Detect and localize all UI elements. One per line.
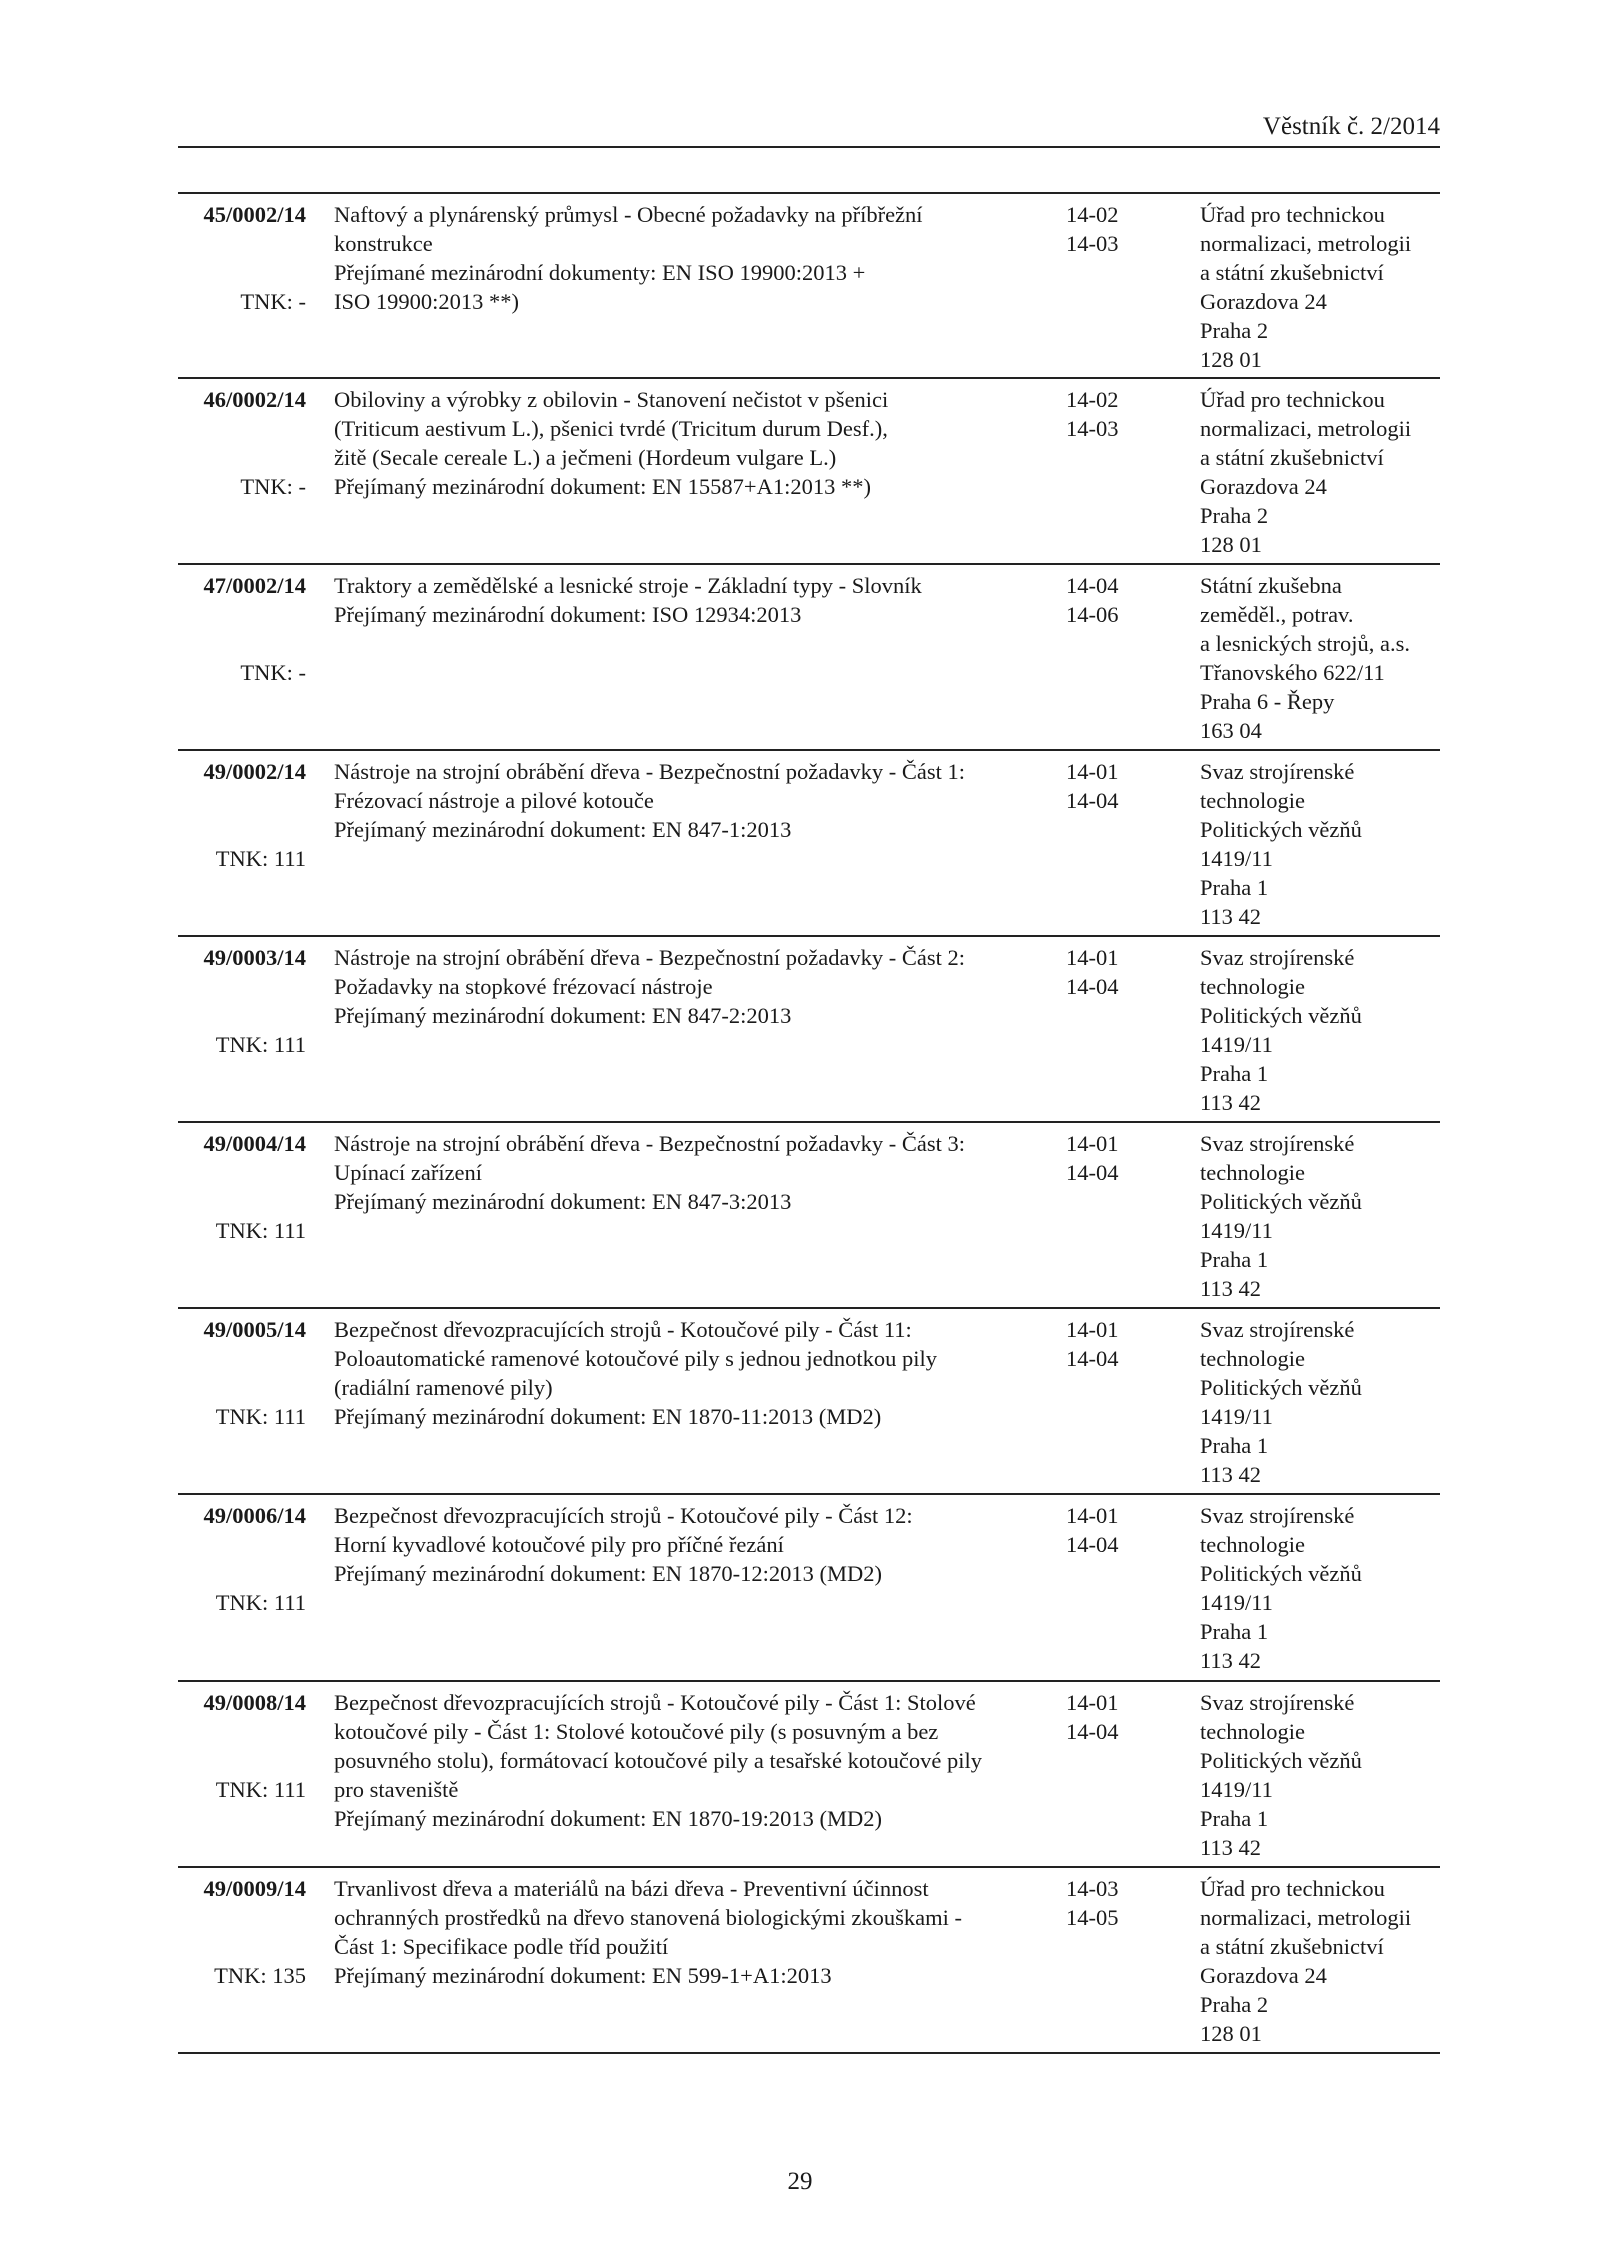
table-row: [178, 565, 1440, 751]
description-line: konstrukce: [334, 231, 433, 256]
class-code: 14-04: [1066, 1532, 1119, 1557]
org-line: Praha 2: [1200, 1992, 1269, 2017]
entry-id-cell: [178, 757, 306, 873]
table-row: [178, 1123, 1440, 1309]
entry-description: [334, 1874, 1034, 1990]
class-code: 14-03: [1066, 1876, 1119, 1901]
description-line: Přejímaný mezinárodní dokument: EN 15587+A1:2013 **): [334, 474, 871, 499]
entry-id-cell: [178, 1129, 306, 1245]
tnk-label: TNK: 111: [215, 1777, 306, 1802]
org-line: 113 42: [1200, 904, 1262, 929]
entry-number: 49/0008/14: [203, 1690, 306, 1715]
page-number: 29: [787, 2168, 813, 2195]
entry-number: 49/0005/14: [203, 1317, 306, 1342]
classification-codes: [1066, 757, 1146, 815]
entry-number: 49/0004/14: [203, 1131, 306, 1156]
org-line: a státní zkušebnictví: [1200, 1934, 1384, 1959]
tnk-label: TNK: -: [240, 660, 306, 685]
org-line: a lesnických strojů, a.s.: [1200, 631, 1410, 656]
organization-address: [1200, 1129, 1440, 1303]
description-line: Obiloviny a výrobky z obilovin - Stanovení nečistot v pšenici: [334, 387, 889, 412]
org-line: 1419/11: [1200, 1404, 1273, 1429]
org-line: Praha 1: [1200, 1806, 1269, 1831]
entry-id-cell: [178, 1874, 306, 1990]
class-code: 14-04: [1066, 1160, 1119, 1185]
class-code: 14-04: [1066, 974, 1119, 999]
description-line: ISO 19900:2013 **): [334, 289, 519, 314]
entry-id-cell: [178, 385, 306, 501]
tnk-label: TNK: 111: [215, 1404, 306, 1429]
org-line: 113 42: [1200, 1462, 1262, 1487]
description-line: Frézovací nástroje a pilové kotouče: [334, 788, 654, 813]
class-code: 14-01: [1066, 1690, 1119, 1715]
classification-codes: [1066, 1688, 1146, 1746]
entry-description: [334, 571, 1034, 629]
org-line: Praha 1: [1200, 1619, 1269, 1644]
org-line: technologie: [1200, 1346, 1305, 1371]
entry-description: [334, 200, 1034, 316]
description-line: posuvného stolu), formátovací kotoučové pily a tesařské kotoučové pily: [334, 1748, 982, 1773]
table-row: [178, 194, 1440, 379]
org-line: Politických vězňů: [1200, 817, 1362, 842]
class-code: 14-04: [1066, 1719, 1119, 1744]
journal-title: Věstník č. 2/2014: [1262, 113, 1440, 140]
description-line: Přejímané mezinárodní dokumenty: EN ISO 19900:2013 +: [334, 260, 866, 285]
description-line: Přejímaný mezinárodní dokument: EN 847-1:2013: [334, 817, 792, 842]
entry-description: [334, 1315, 1034, 1431]
org-line: Praha 2: [1200, 318, 1269, 343]
description-line: Naftový a plynárenský průmysl - Obecné požadavky na příbřežní: [334, 202, 923, 227]
org-line: technologie: [1200, 1719, 1305, 1744]
org-line: Gorazdova 24: [1200, 1963, 1327, 1988]
org-line: 113 42: [1200, 1276, 1262, 1301]
description-line: Přejímaný mezinárodní dokument: EN 847-2:2013: [334, 1003, 792, 1028]
org-line: Úřad pro technickou: [1200, 387, 1385, 412]
description-line: Bezpečnost dřevozpracujících strojů - Kotoučové pily - Část 12:: [334, 1503, 913, 1528]
class-code: 14-01: [1066, 945, 1119, 970]
org-line: 1419/11: [1200, 1777, 1273, 1802]
org-line: 1419/11: [1200, 846, 1273, 871]
org-line: Politických vězňů: [1200, 1189, 1362, 1214]
org-line: Gorazdova 24: [1200, 289, 1327, 314]
entry-number: 47/0002/14: [203, 573, 306, 598]
description-line: Upínací zařízení: [334, 1160, 483, 1185]
entry-number: 49/0006/14: [203, 1503, 306, 1528]
entry-number: 49/0009/14: [203, 1876, 306, 1901]
organization-address: [1200, 1688, 1440, 1862]
org-line: Praha 1: [1200, 875, 1269, 900]
description-line: Nástroje na strojní obrábění dřeva - Bezpečnostní požadavky - Část 3:: [334, 1131, 966, 1156]
class-code: 14-04: [1066, 573, 1119, 598]
classification-codes: [1066, 1315, 1146, 1373]
description-line: Část 1: Specifikace podle tříd použití: [334, 1934, 669, 1959]
table-row: [178, 1868, 1440, 2054]
org-line: technologie: [1200, 788, 1305, 813]
description-line: kotoučové pily - Část 1: Stolové kotoučové pily (s posuvným a bez: [334, 1719, 939, 1744]
description-line: Přejímaný mezinárodní dokument: ISO 12934:2013: [334, 602, 802, 627]
org-line: normalizaci, metrologii: [1200, 416, 1412, 441]
class-code: 14-05: [1066, 1905, 1119, 1930]
org-line: Praha 6 - Řepy: [1200, 689, 1335, 714]
description-line: ochranných prostředků na dřevo stanovená biologickými zkouškami -: [334, 1905, 962, 1930]
entry-id-cell: [178, 1501, 306, 1617]
class-code: 14-01: [1066, 1503, 1119, 1528]
org-line: Praha 1: [1200, 1433, 1269, 1458]
org-line: 113 42: [1200, 1090, 1262, 1115]
org-line: 113 42: [1200, 1648, 1262, 1673]
description-line: Bezpečnost dřevozpracujících strojů - Kotoučové pily - Část 1: Stolové: [334, 1690, 976, 1715]
classification-codes: [1066, 385, 1146, 443]
class-code: 14-02: [1066, 202, 1119, 227]
description-line: Přejímaný mezinárodní dokument: EN 1870-12:2013 (MD2): [334, 1561, 883, 1586]
class-code: 14-03: [1066, 231, 1119, 256]
org-line: 1419/11: [1200, 1032, 1273, 1057]
entry-number: 49/0003/14: [203, 945, 306, 970]
organization-address: [1200, 385, 1440, 559]
tnk-label: TNK: -: [240, 289, 306, 314]
org-line: Praha 1: [1200, 1061, 1269, 1086]
description-line: Trvanlivost dřeva a materiálů na bázi dřeva - Preventivní účinnost: [334, 1876, 929, 1901]
org-line: Svaz strojírenské: [1200, 759, 1355, 784]
tnk-label: TNK: 111: [215, 1590, 306, 1615]
tnk-label: TNK: -: [240, 474, 306, 499]
entry-id-cell: [178, 1315, 306, 1431]
organization-address: [1200, 200, 1440, 374]
org-line: Politických vězňů: [1200, 1375, 1362, 1400]
org-line: normalizaci, metrologii: [1200, 1905, 1412, 1930]
org-line: Praha 2: [1200, 503, 1269, 528]
org-line: Praha 1: [1200, 1247, 1269, 1272]
entry-id-cell: [178, 571, 306, 687]
classification-codes: [1066, 1501, 1146, 1559]
page-header: [178, 112, 1440, 148]
class-code: 14-04: [1066, 788, 1119, 813]
class-code: 14-01: [1066, 1131, 1119, 1156]
classification-codes: [1066, 943, 1146, 1001]
table-row: [178, 1495, 1440, 1682]
org-line: Politických vězňů: [1200, 1561, 1362, 1586]
entry-description: [334, 757, 1034, 844]
org-line: technologie: [1200, 974, 1305, 999]
description-line: (Triticum aestivum L.), pšenici tvrdé (Tricitum durum Desf.),: [334, 416, 888, 441]
class-code: 14-06: [1066, 602, 1119, 627]
org-line: zeměděl., potrav.: [1200, 602, 1354, 627]
org-line: Svaz strojírenské: [1200, 1317, 1355, 1342]
description-line: Nástroje na strojní obrábění dřeva - Bezpečnostní požadavky - Část 2:: [334, 945, 966, 970]
organization-address: [1200, 943, 1440, 1117]
org-line: Gorazdova 24: [1200, 474, 1327, 499]
classification-codes: [1066, 200, 1146, 258]
entry-number: 46/0002/14: [203, 387, 306, 412]
description-line: Nástroje na strojní obrábění dřeva - Bezpečnostní požadavky - Část 1:: [334, 759, 966, 784]
org-line: Úřad pro technickou: [1200, 202, 1385, 227]
entry-number: 45/0002/14: [203, 202, 306, 227]
description-line: Bezpečnost dřevozpracujících strojů - Kotoučové pily - Část 11:: [334, 1317, 912, 1342]
org-line: technologie: [1200, 1532, 1305, 1557]
classification-codes: [1066, 1129, 1146, 1187]
tnk-label: TNK: 111: [215, 846, 306, 871]
classification-codes: [1066, 571, 1146, 629]
org-line: Úřad pro technickou: [1200, 1876, 1385, 1901]
table-row: [178, 937, 1440, 1123]
organization-address: [1200, 757, 1440, 931]
entry-description: [334, 385, 1034, 501]
org-line: normalizaci, metrologii: [1200, 231, 1412, 256]
org-line: 1419/11: [1200, 1590, 1273, 1615]
org-line: technologie: [1200, 1160, 1305, 1185]
class-code: 14-04: [1066, 1346, 1119, 1371]
org-line: 113 42: [1200, 1835, 1262, 1860]
description-line: žitě (Secale cereale L.) a ječmeni (Hordeum vulgare L.): [334, 445, 837, 470]
entry-number: 49/0002/14: [203, 759, 306, 784]
entry-id-cell: [178, 943, 306, 1059]
table-row: [178, 1682, 1440, 1868]
tnk-label: TNK: 111: [215, 1032, 306, 1057]
organization-address: [1200, 1874, 1440, 2048]
org-line: Státní zkušebna: [1200, 573, 1342, 598]
table-row: [178, 1309, 1440, 1495]
org-line: a státní zkušebnictví: [1200, 445, 1384, 470]
org-line: Svaz strojírenské: [1200, 1503, 1355, 1528]
description-line: Přejímaný mezinárodní dokument: EN 1870-11:2013 (MD2): [334, 1404, 882, 1429]
description-line: Horní kyvadlové kotoučové pily pro příčné řezání: [334, 1532, 784, 1557]
org-line: 128 01: [1200, 532, 1262, 557]
classification-codes: [1066, 1874, 1146, 1932]
table-row: [178, 751, 1440, 937]
organization-address: [1200, 1315, 1440, 1489]
class-code: 14-01: [1066, 759, 1119, 784]
class-code: 14-01: [1066, 1317, 1119, 1342]
description-line: Přejímaný mezinárodní dokument: EN 599-1+A1:2013: [334, 1963, 832, 1988]
org-line: Svaz strojírenské: [1200, 945, 1355, 970]
org-line: Politických vězňů: [1200, 1003, 1362, 1028]
description-line: Přejímaný mezinárodní dokument: EN 847-3:2013: [334, 1189, 792, 1214]
org-line: a státní zkušebnictví: [1200, 260, 1384, 285]
org-line: Třanovského 622/11: [1200, 660, 1385, 685]
org-line: 128 01: [1200, 347, 1262, 372]
class-code: 14-03: [1066, 416, 1119, 441]
org-line: 128 01: [1200, 2021, 1262, 2046]
class-code: 14-02: [1066, 387, 1119, 412]
entry-description: [334, 943, 1034, 1030]
organization-address: [1200, 1501, 1440, 1675]
description-line: Poloautomatické ramenové kotoučové pily s jednou jednotkou pily: [334, 1346, 938, 1371]
org-line: Svaz strojírenské: [1200, 1690, 1355, 1715]
org-line: 1419/11: [1200, 1218, 1273, 1243]
standards-table: [178, 192, 1440, 2054]
org-line: Politických vězňů: [1200, 1748, 1362, 1773]
entry-description: [334, 1688, 1034, 1833]
description-line: Požadavky na stopkové frézovací nástroje: [334, 974, 713, 999]
organization-address: [1200, 571, 1440, 745]
entry-id-cell: [178, 1688, 306, 1804]
tnk-label: TNK: 135: [214, 1963, 306, 1988]
org-line: 163 04: [1200, 718, 1262, 743]
description-line: Přejímaný mezinárodní dokument: EN 1870-19:2013 (MD2): [334, 1806, 883, 1831]
org-line: Svaz strojírenské: [1200, 1131, 1355, 1156]
description-line: (radiální ramenové pily): [334, 1375, 553, 1400]
table-row: [178, 379, 1440, 565]
entry-description: [334, 1129, 1034, 1216]
tnk-label: TNK: 111: [215, 1218, 306, 1243]
description-line: Traktory a zemědělské a lesnické stroje - Základní typy - Slovník: [334, 573, 922, 598]
description-line: pro staveniště: [334, 1777, 459, 1802]
entry-id-cell: [178, 200, 306, 316]
entry-description: [334, 1501, 1034, 1588]
